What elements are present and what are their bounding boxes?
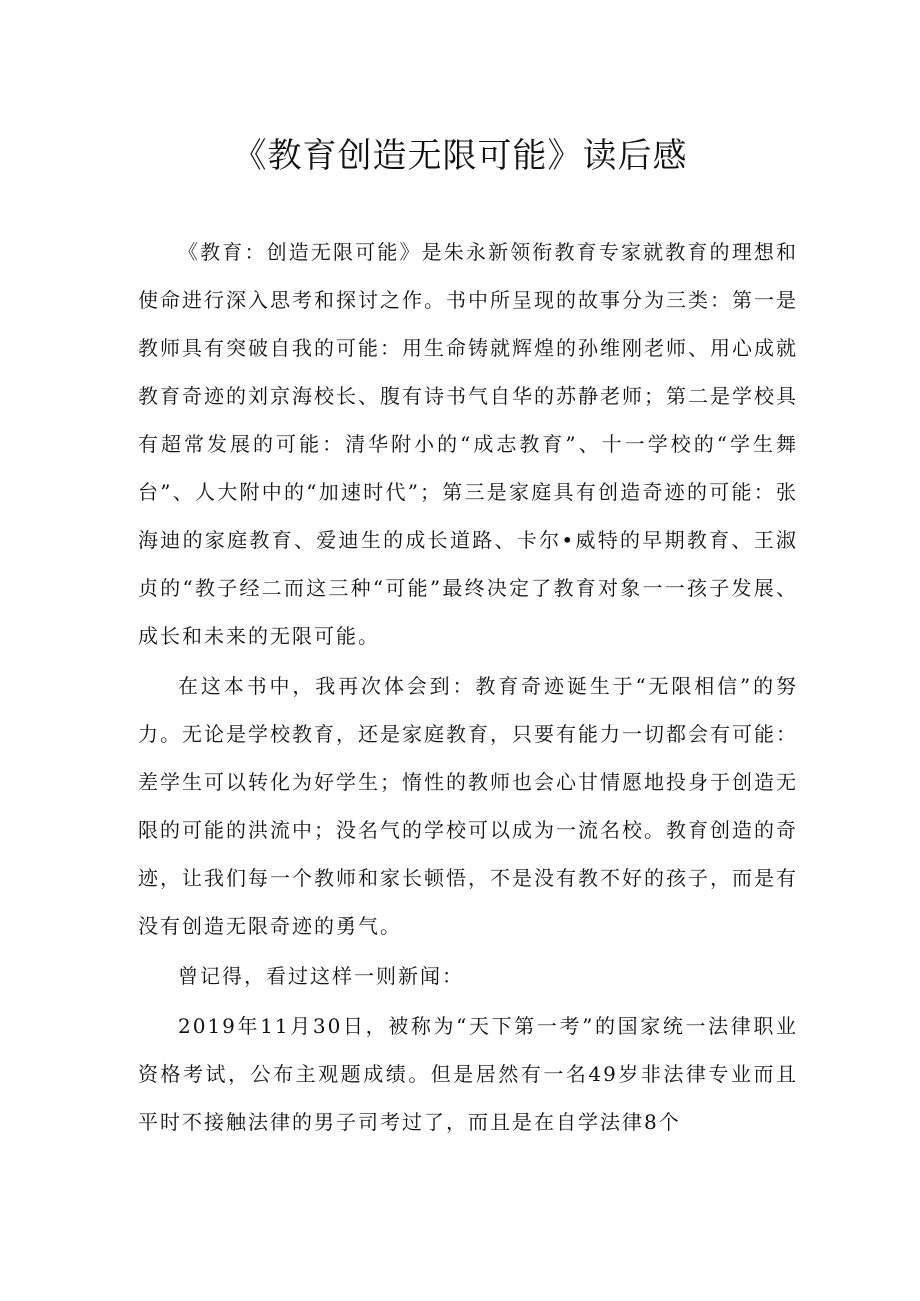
document-title: 《教育创造无限可能》读后感 (232, 136, 688, 176)
paragraph-2: 在这本书中，我再次体会到：教育奇迹诞生于“无限相信”的努力。无论是学校教育，还是家庭教育，只要有能力一切都会有可能：差学生可以转化为好学生；惰性的教师也会心甘情愿地投身于创造无限的可能的洪流中；没名气的学校可以成为一流名校。教育创造的奇迹，让我们每一个教师和家长顿悟，不是没有教不好的孩子，而是有没有创造无限奇迹的勇气。 (138, 674, 798, 938)
document-body (138, 228, 798, 1146)
paragraph-1: 《教育：创造无限可能》是朱永新领衔教育专家就教育的理想和使命进行深入思考和探讨之作。书中所呈现的故事分为三类：第一是教师具有突破自我的可能：用生命铸就辉煌的孙维刚老师、用心成就教育奇迹的刘京海校长、腹有诗书气自华的苏静老师；第二是学校具有超常发展的可能：清华附小的“成志教育”、十一学校的“学生舞台”、人大附中的“加速时代”；第三是家庭具有创造奇迹的可能：张海迪的家庭教育、爱迪生的成长道路、卡尔•威特的早期教育、王淑贞的“教子经二而这三种“可能”最终决定了教育对象一一孩子发展、成长和未来的无限可能。 (138, 240, 798, 648)
paragraph-3: 曾记得，看过这样一则新闻： (178, 964, 464, 988)
paragraph-4: 2019年11月30日，被称为“天下第一考”的国家统一法律职业资格考试，公布主观题成绩。但是居然有一名49岁非法律专业而且平时不接触法律的男子司考过了，而且是在自学法律8个 (138, 1014, 798, 1134)
